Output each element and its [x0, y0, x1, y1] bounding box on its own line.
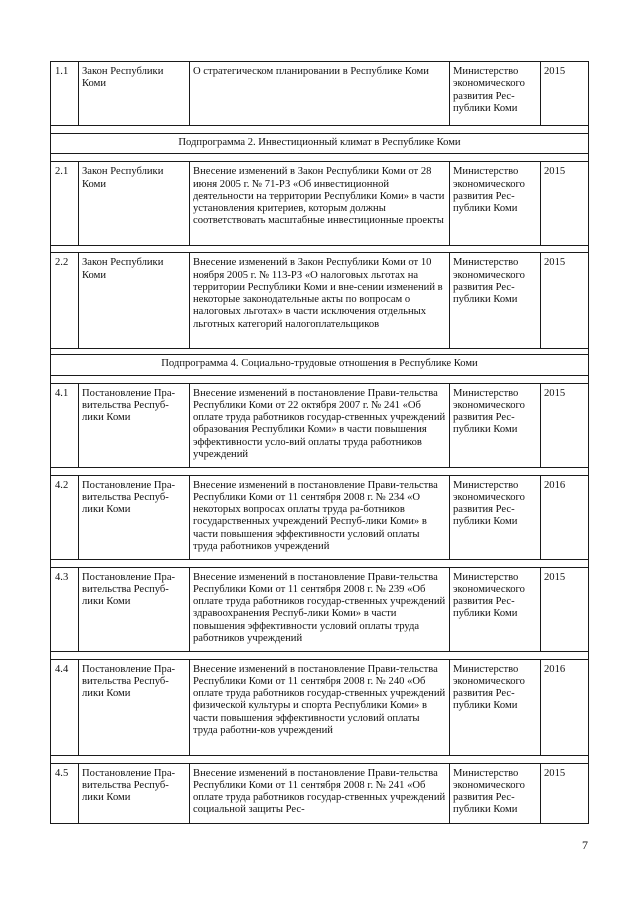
- table-row: [51, 383, 589, 467]
- subprogram-heading: Подпрограмма 2. Инвестиционный климат в Республике Коми: [51, 134, 589, 154]
- measure-content: О стратегическом планировании в Республике Коми: [190, 62, 450, 126]
- table-row: [51, 763, 589, 823]
- document-type: Закон Республики Коми: [79, 162, 190, 246]
- table-spacer: [51, 375, 589, 383]
- executor: Министерство экономического развития Рес-публики Коми: [450, 763, 541, 823]
- executor: Министерство экономического развития Рес-публики Коми: [450, 475, 541, 559]
- measure-content: Внесение изменений в постановление Прави-тельства Республики Коми от 11 сентября 2008 г. № 234 «О некоторых вопросах оплаты труда ра-ботников государственных учреждений Респуб-лики Коми» в части повышения эффективности условий оплаты труда работников учреждений: [190, 475, 450, 559]
- subheading-row: [51, 355, 589, 375]
- table-row: [51, 253, 589, 349]
- row-number: 4.1: [51, 383, 79, 467]
- deadline-year: 2015: [541, 383, 589, 467]
- executor: Министерство экономического развития Рес-публики Коми: [450, 253, 541, 349]
- deadline-year: 2016: [541, 659, 589, 755]
- table-spacer: [51, 755, 589, 763]
- measure-content: Внесение изменений в Закон Республики Коми от 10 ноября 2005 г. № 113-РЗ «О налоговых льготах на территории Республики Коми и вне-сении изменений в некоторые законодательные акты по вопросам о налоговых льготах» в части исключения отдельных льготных категорий налогоплательщиков: [190, 253, 450, 349]
- table-spacer: [51, 651, 589, 659]
- measure-content: Внесение изменений в Закон Республики Коми от 28 июня 2005 г. № 71-РЗ «Об инвестиционной деятельности на территории Республики Коми» в части установления критериев, которым должны соответствовать масштабные инвестиционные проекты: [190, 162, 450, 246]
- table-spacer: [51, 154, 589, 162]
- executor: Министерство экономического развития Рес-публики Коми: [450, 62, 541, 126]
- document-type: Постановление Пра-вительства Респуб-лики Коми: [79, 567, 190, 651]
- executor: Министерство экономического развития Рес-публики Коми: [450, 383, 541, 467]
- executor: Министерство экономического развития Рес-публики Коми: [450, 659, 541, 755]
- subprogram-heading: Подпрограмма 4. Социально-трудовые отношения в Республике Коми: [51, 355, 589, 375]
- deadline-year: 2015: [541, 62, 589, 126]
- row-number: 4.4: [51, 659, 79, 755]
- deadline-year: 2015: [541, 567, 589, 651]
- measures-table: [50, 61, 589, 824]
- document-type: Постановление Пра-вительства Респуб-лики Коми: [79, 659, 190, 755]
- row-number: 4.2: [51, 475, 79, 559]
- deadline-year: 2015: [541, 253, 589, 349]
- table-row: [51, 475, 589, 559]
- table-spacer: [51, 126, 589, 134]
- measure-content: Внесение изменений в постановление Прави-тельства Республики Коми от 11 сентября 2008 г. № 240 «Об оплате труда работников государ-ственных учреждений физической культуры и спорта Республики Коми» в части повышения эффективности условий оплаты труда работни-ков учреждений: [190, 659, 450, 755]
- document-type: Постановление Пра-вительства Респуб-лики Коми: [79, 763, 190, 823]
- document-type: Постановление Пра-вительства Респуб-лики Коми: [79, 475, 190, 559]
- row-number: 2.2: [51, 253, 79, 349]
- deadline-year: 2015: [541, 763, 589, 823]
- row-number: 4.5: [51, 763, 79, 823]
- document-type: Постановление Пра-вительства Респуб-лики Коми: [79, 383, 190, 467]
- executor: Министерство экономического развития Рес-публики Коми: [450, 162, 541, 246]
- table-row: [51, 659, 589, 755]
- row-number: 2.1: [51, 162, 79, 246]
- document-type: Закон Республики Коми: [79, 253, 190, 349]
- row-number: 1.1: [51, 62, 79, 126]
- table-row: [51, 162, 589, 246]
- table-row: [51, 62, 589, 126]
- table-spacer: [51, 467, 589, 475]
- page-number: 7: [582, 838, 588, 852]
- table-spacer: [51, 246, 589, 253]
- subheading-row: [51, 134, 589, 154]
- document-type: Закон Республики Коми: [79, 62, 190, 126]
- executor: Министерство экономического развития Рес-публики Коми: [450, 567, 541, 651]
- deadline-year: 2016: [541, 475, 589, 559]
- table-spacer: [51, 559, 589, 567]
- measure-content: Внесение изменений в постановление Прави-тельства Республики Коми от 11 сентября 2008 г. № 239 «Об оплате труда работников государ-ственных учреждений здравоохранения Респуб-лики Коми» в части повышения эффективности условий оплаты труда работников учреждений: [190, 567, 450, 651]
- deadline-year: 2015: [541, 162, 589, 246]
- measure-content: Внесение изменений в постановление Прави-тельства Республики Коми от 22 октября 2007 г. № 241 «Об оплате труда работников государ-ственных учреждений образования Республики Коми» в части повышения эффективности усло-вий оплаты труда работников учреждений: [190, 383, 450, 467]
- row-number: 4.3: [51, 567, 79, 651]
- table-row: [51, 567, 589, 651]
- measure-content: Внесение изменений в постановление Прави-тельства Республики Коми от 11 сентября 2008 г. № 241 «Об оплате труда работников государ-ственных учреждений социальной защиты Рес-: [190, 763, 450, 823]
